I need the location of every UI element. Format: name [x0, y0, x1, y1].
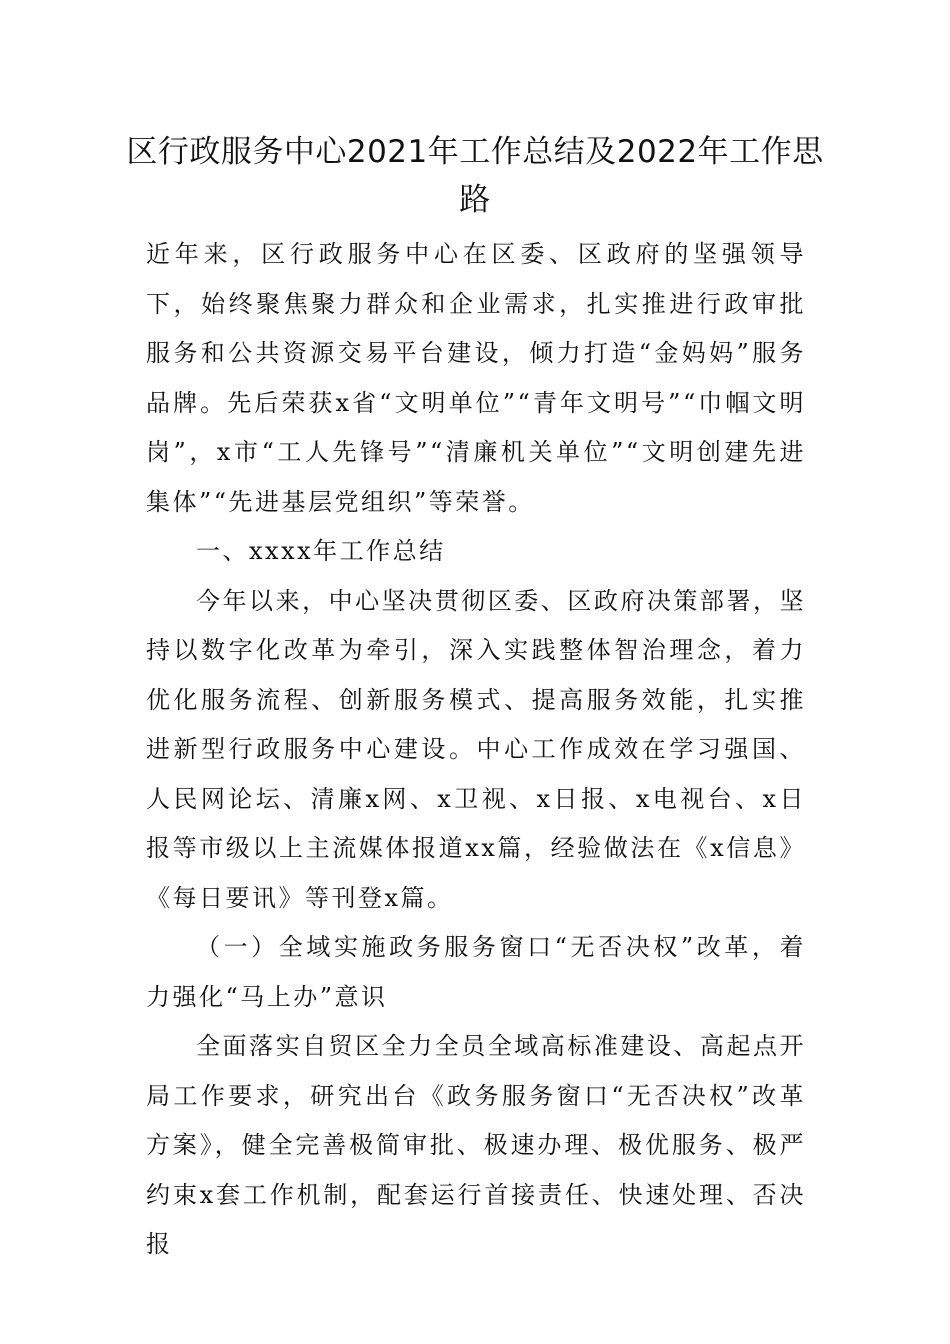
summary-paragraph: 今年以来，中心坚决贯彻区委、区政府决策部署，坚持以数字化改革为牵引，深入实践整体智治理念，着力优化服务流程、创新服务模式、提高服务效能，扎实推进新型行政服务中心建设。中心工作成效在学习强国、人民网论坛、清廉x网、x卫视、x日报、x电视台、x日报等市级以上主流媒体报道xx篇，经验做法在《x信息》《每日要讯》等刊登x篇。: [146, 586, 806, 912]
intro-paragraph: 近年来，区行政服务中心在区委、区政府的坚强领导下，始终聚焦聚力群众和企业需求，扎实推进行政审批服务和公共资源交易平台建设，倾力打造“金妈妈”服务品牌。先后荣获x省“文明单位”“青年文明号”“巾帼文明岗”，x市“工人先锋号”“清廉机关单位”“文明创建先进集体”“先进基层党组织”等荣誉。: [146, 240, 806, 516]
subsection-paragraph-1: 全面落实自贸区全力全员全域高标准建设、高起点开局工作要求，研究出台《政务服务窗口“无否决权”改革方案》，健全完善极简审批、极速办理、极优服务、极严约束x套工作机制，配套运行首接责任、快速处理、否决报: [146, 1032, 806, 1258]
document-title: 区行政服务中心2021年工作总结及2022年工作思路: [126, 134, 824, 218]
document-body: [146, 230, 806, 1270]
subsection-heading-1: （一）全域实施政务服务窗口“无否决权”改革，着力强化“马上办”意识: [146, 933, 806, 1011]
section-heading-summary: 一、xxxx年工作总结: [196, 537, 446, 565]
